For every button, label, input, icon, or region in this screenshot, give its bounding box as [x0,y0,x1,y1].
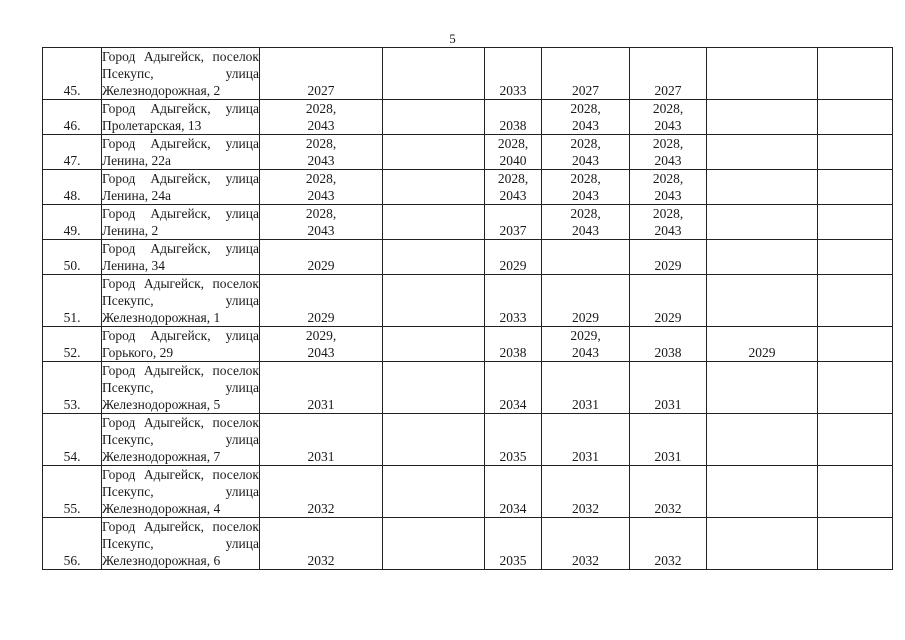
row-number: 54. [43,414,102,466]
address-cell: Город Адыгейск, поселок Псекупс, улица Железнодорожная, 1 [102,276,259,325]
year-cell-c3: 2029 [485,240,542,275]
table-row [43,240,893,275]
year-cell-c5: 2038 [630,327,707,362]
year-cell-c3: 2035 [485,518,542,570]
year-cell-c4: 2032 [542,518,630,570]
year-cell-c7 [818,100,893,135]
table-row [43,170,893,205]
year-cell-c1: 2032 [260,466,383,518]
year-cell-c3: 2038 [485,327,542,362]
year-cell-c3: 2028, 2043 [485,170,542,205]
year-cell-c1: 2029 [260,240,383,275]
address-cell: Город Адыгейск, поселок Псекупс, улица Железнодорожная, 4 [102,467,259,516]
address-cell: Город Адыгейск, улица Горького, 29 [102,328,259,360]
year-cell-c6 [707,518,818,570]
year-cell-c6 [707,240,818,275]
address-cell: Город Адыгейск, поселок Псекупс, улица Железнодорожная, 7 [102,415,259,464]
table-row [43,362,893,414]
year-cell-c1: 2028, 2043 [260,135,383,170]
address-cell: Город Адыгейск, улица Ленина, 34 [102,241,259,273]
year-cell-c3: 2033 [485,275,542,327]
year-cell-c7 [818,170,893,205]
year-cell-c1: 2028, 2043 [260,100,383,135]
table-row [43,414,893,466]
year-cell-c1: 2031 [260,414,383,466]
year-cell-c6 [707,48,818,100]
table-row [43,205,893,240]
year-cell-c7 [818,135,893,170]
year-cell-c5: 2031 [630,362,707,414]
year-cell-c2 [383,275,485,327]
row-number: 56. [43,518,102,570]
year-cell-c6 [707,135,818,170]
year-cell-c6 [707,466,818,518]
year-cell-c3: 2028, 2040 [485,135,542,170]
year-cell-c1: 2029 [260,275,383,327]
year-cell-c2 [383,100,485,135]
address-cell: Город Адыгейск, поселок Псекупс, улица Железнодорожная, 5 [102,363,259,412]
row-number: 55. [43,466,102,518]
year-cell-c1: 2031 [260,362,383,414]
year-cell-c7 [818,275,893,327]
year-cell-c1: 2028, 2043 [260,170,383,205]
year-cell-c1: 2032 [260,518,383,570]
year-cell-c2 [383,466,485,518]
address-cell: Город Адыгейск, поселок Псекупс, улица Железнодорожная, 2 [102,49,259,98]
table-row [43,518,893,570]
year-cell-c4 [542,240,630,275]
year-cell-c3: 2034 [485,362,542,414]
year-cell-c2 [383,135,485,170]
year-cell-c5: 2028, 2043 [630,205,707,240]
year-cell-c4: 2029, 2043 [542,327,630,362]
year-cell-c5: 2029 [630,240,707,275]
year-cell-c3: 2037 [485,205,542,240]
row-number: 53. [43,362,102,414]
year-cell-c4: 2031 [542,414,630,466]
schedule-table [42,47,893,570]
address-cell: Город Адыгейск, улица Ленина, 24а [102,171,259,203]
row-number: 52. [43,327,102,362]
year-cell-c3: 2038 [485,100,542,135]
year-cell-c1: 2028, 2043 [260,205,383,240]
table-row [43,327,893,362]
table-row [43,135,893,170]
year-cell-c5: 2032 [630,466,707,518]
year-cell-c4: 2032 [542,466,630,518]
address-cell: Город Адыгейск, улица Пролетарская, 13 [102,101,259,133]
address-cell: Город Адыгейск, улица Ленина, 2 [102,206,259,238]
year-cell-c6: 2029 [707,327,818,362]
row-number: 47. [43,135,102,170]
year-cell-c7 [818,518,893,570]
table-row [43,275,893,327]
row-number: 49. [43,205,102,240]
year-cell-c2 [383,327,485,362]
row-number: 45. [43,48,102,100]
year-cell-c7 [818,414,893,466]
year-cell-c7 [818,48,893,100]
year-cell-c6 [707,205,818,240]
row-number: 50. [43,240,102,275]
year-cell-c4: 2031 [542,362,630,414]
address-cell: Город Адыгейск, поселок Псекупс, улица Железнодорожная, 6 [102,519,259,568]
year-cell-c5: 2027 [630,48,707,100]
year-cell-c3: 2034 [485,466,542,518]
year-cell-c6 [707,275,818,327]
year-cell-c2 [383,414,485,466]
year-cell-c2 [383,240,485,275]
year-cell-c5: 2028, 2043 [630,135,707,170]
year-cell-c7 [818,466,893,518]
year-cell-c6 [707,100,818,135]
year-cell-c5: 2029 [630,275,707,327]
year-cell-c6 [707,170,818,205]
year-cell-c2 [383,362,485,414]
year-cell-c5: 2028, 2043 [630,170,707,205]
year-cell-c2 [383,205,485,240]
row-number: 51. [43,275,102,327]
year-cell-c4: 2029 [542,275,630,327]
year-cell-c3: 2033 [485,48,542,100]
year-cell-c7 [818,205,893,240]
year-cell-c7 [818,362,893,414]
table-row [43,466,893,518]
year-cell-c7 [818,240,893,275]
year-cell-c4: 2027 [542,48,630,100]
year-cell-c4: 2028, 2043 [542,170,630,205]
year-cell-c1: 2027 [260,48,383,100]
year-cell-c5: 2028, 2043 [630,100,707,135]
year-cell-c6 [707,362,818,414]
year-cell-c4: 2028, 2043 [542,205,630,240]
year-cell-c4: 2028, 2043 [542,100,630,135]
year-cell-c5: 2031 [630,414,707,466]
year-cell-c2 [383,170,485,205]
year-cell-c4: 2028, 2043 [542,135,630,170]
year-cell-c5: 2032 [630,518,707,570]
year-cell-c2 [383,518,485,570]
address-cell: Город Адыгейск, улица Ленина, 22а [102,136,259,168]
table-row [43,48,893,100]
row-number: 46. [43,100,102,135]
page-number: 5 [449,31,456,46]
year-cell-c6 [707,414,818,466]
year-cell-c2 [383,48,485,100]
row-number: 48. [43,170,102,205]
year-cell-c7 [818,327,893,362]
year-cell-c1: 2029, 2043 [260,327,383,362]
year-cell-c3: 2035 [485,414,542,466]
table-row [43,100,893,135]
